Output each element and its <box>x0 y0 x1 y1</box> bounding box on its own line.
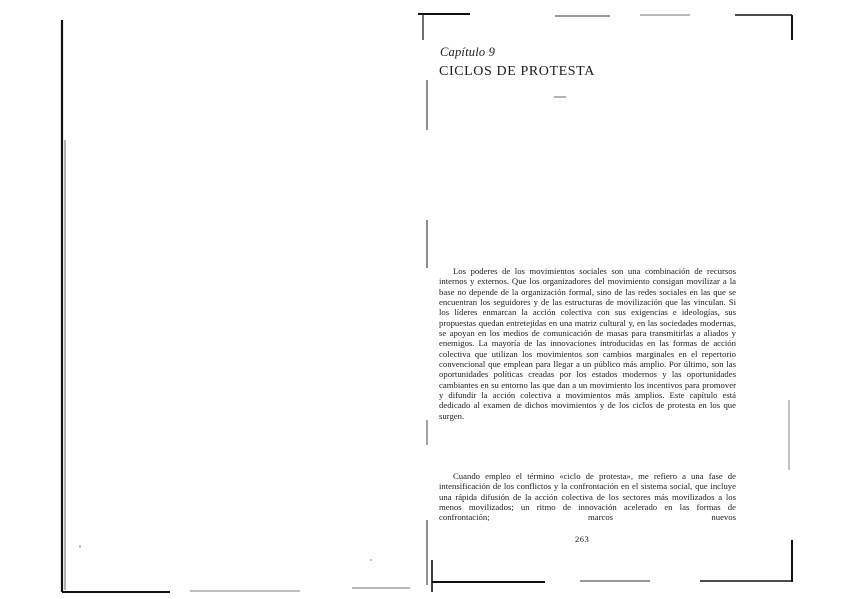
chapter-number: Capítulo 9 <box>440 45 496 59</box>
chapter-title: CICLOS DE PROTESTA <box>439 64 595 79</box>
body-paragraph-2: Cuando empleo el término «ciclo de protesta», me refiero a una fase de intensificación de los conflictos y la confrontación en el sistema social, que incluye una rápida difusión de la acción colectiva de los sectores más movilizados a los menos movilizados; un ritmo de innovación acelerado en las formas de confrontación; marcos nuevos <box>439 471 736 523</box>
page-number: 263 <box>575 534 590 544</box>
body-paragraph-1: Los poderes de los movimientos sociales son una combinación de recursos internos y externos. Que los organizadores del movimiento consigan movilizar a la base no depende de la organización formal, sino de las redes sociales en las que se encuentran los seguidores y de las estructuras de movilización que las vinculan. Si los líderes enmarcan la acción colectiva con sus exigencias e ideologías, sus propuestas quedan entretejidas en una matriz cultural y, en las sociedades modernas, se apoyan en los medios de comunicación de masas para transmitirlas a aliados y enemigos. La mayoría de las innovaciones introducidas en las formas de acción colectiva que utilizan los movimientos son cambios marginales en el repertorio convencional que emplean para llegar a un público más amplio. Por último, son las oportunidades políticas creadas por los estados modernos y las oportunidades cambiantes en su entorno las que dan a un movimiento los incentivos para promover y difundir la acción colectiva a movimientos más amplios. Este capítulo está dedicado al examen de dichos movimientos y de los ciclos de protesta en los que surgen. <box>439 266 736 421</box>
